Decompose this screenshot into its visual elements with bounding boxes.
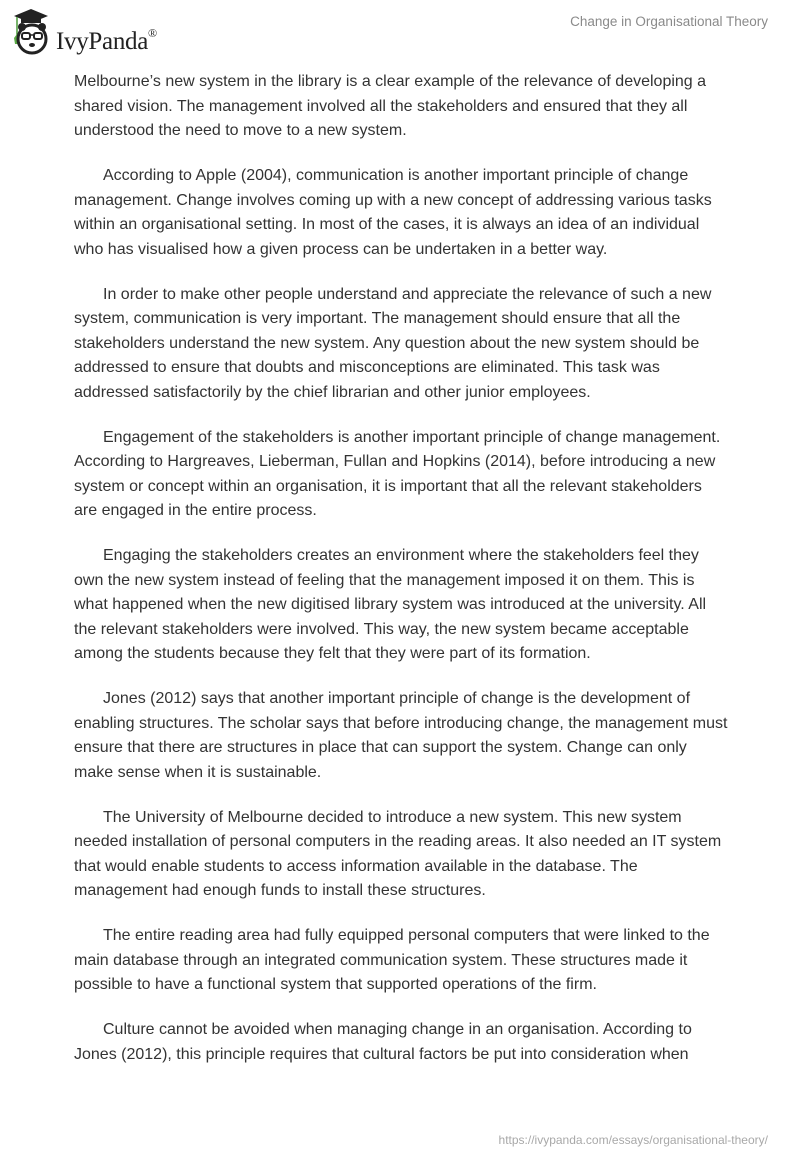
source-url[interactable]: https://ivypanda.com/essays/organisational-theory/ [498, 1133, 768, 1147]
paragraph: Culture cannot be avoided when managing change in an organisation. According to Jones (2012), this principle requires that cultural factors be put into consideration when [74, 1021, 692, 1063]
document-title: Change in Organisational Theory [570, 14, 768, 29]
paragraph: In order to make other people understand and appreciate the relevance of such a new system, communication is very important. The management should ensure that all the stakeholders understand the new system. Any question about the new system should be addressed to ensure that doubts and misconceptions are eliminated. This task was addressed satisfactorily by the chief librarian and other junior employees. [74, 285, 712, 401]
panda-graduate-icon [12, 8, 50, 61]
paragraph: Engagement of the stakeholders is another important principle of change management. According to Hargreaves, Lieberman, Fullan and Hopkins (2014), before introducing a new system or concept within an organisation, it is important that all the relevant stakeholders are engaged in the entire process. [74, 428, 721, 519]
paragraph: According to Apple (2004), communication is another important principle of change management. Change involves coming up with a new concept of addressing various tasks within an organisational setting. In most of the cases, it is always an idea of an individual who has visualised how a given process can be undertaken in a better way. [74, 167, 712, 258]
paragraph: The entire reading area had fully equipped personal computers that were linked to the main database through an integrated communication system. These structures made it possible to have a functional system that supported operations of the firm. [74, 927, 710, 993]
ivypanda-logo[interactable] [12, 8, 157, 61]
page-header [0, 0, 800, 60]
essay-body [74, 70, 728, 1088]
logo-text: IvyPanda [56, 27, 149, 55]
paragraph: Jones (2012) says that another important principle of change is the development of enabling structures. The scholar says that before introducing change, the management must ensure that there are structures in place that can support the system. Change can only make sense when it is sustainable. [74, 690, 728, 781]
registered-mark: ® [148, 25, 157, 40]
paragraph: Engaging the stakeholders creates an environment where the stakeholders feel they own the new system instead of feeling that the management imposed it on them. This is what happened when the new digitised library system was introduced at the university. All the relevant stakeholders were involved. This way, the new system became acceptable among the students because they felt that they were part of its formation. [74, 547, 707, 662]
paragraph: The University of Melbourne decided to introduce a new system. This new system needed installation of personal computers in the reading areas. It also needed an IT system that would enable students to access information available in the database. The management had enough funds to install these structures. [74, 808, 722, 899]
paragraph: Melbourne’s new system in the library is a clear example of the relevance of developing a shared vision. The management involved all the stakeholders and ensured that they all understood the need to move to a new system. [74, 73, 707, 139]
